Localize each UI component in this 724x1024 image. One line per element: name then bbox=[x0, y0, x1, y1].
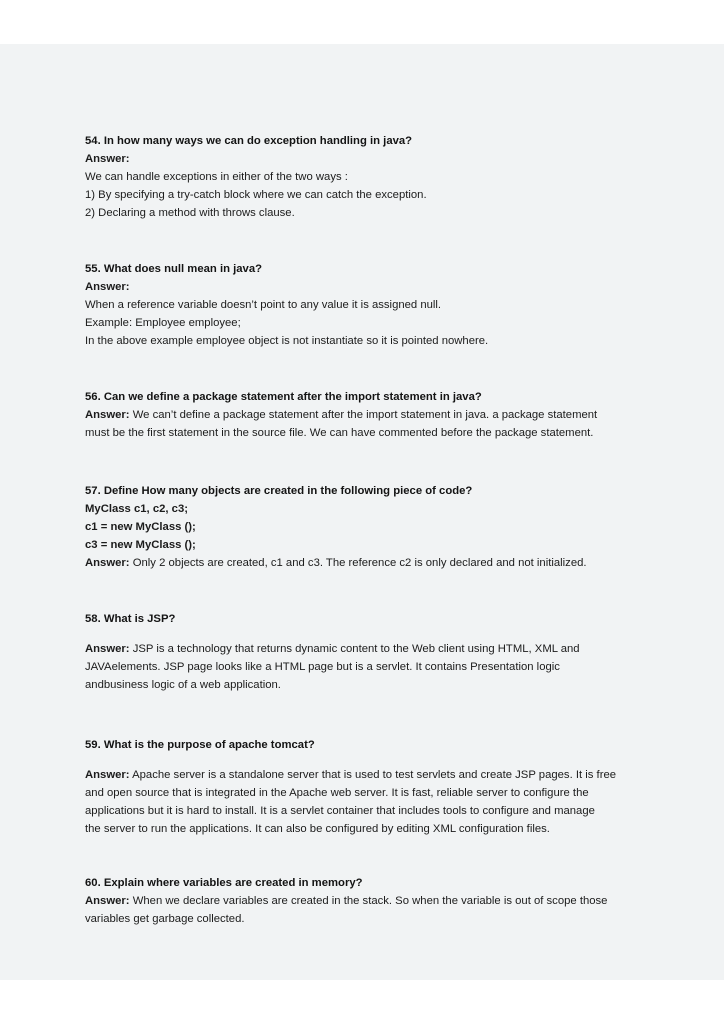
question-heading: 56. Can we define a package statement after the import statement in java? bbox=[85, 391, 482, 403]
answer-line: must be the first statement in the source file. We can have commented before the package statement. bbox=[85, 427, 594, 439]
answer-line bbox=[85, 766, 645, 784]
answer-text: When we declare variables are created in the stack. So when the variable is out of scope those bbox=[129, 895, 608, 907]
question-block-56 bbox=[85, 388, 645, 442]
question-heading: 54. In how many ways we can do exception handling in java? bbox=[85, 135, 413, 147]
code-line: MyClass c1, c2, c3; bbox=[85, 503, 188, 515]
answer-label: Answer: bbox=[85, 643, 130, 655]
answer-line: Example: Employee employee; bbox=[85, 317, 241, 329]
answer-line: 2) Declaring a method with throws clause. bbox=[85, 207, 295, 219]
document-page bbox=[0, 44, 724, 980]
code-line: c3 = new MyClass (); bbox=[85, 539, 196, 551]
answer-line: JAVAelements. JSP page looks like a HTML page but is a servlet. It contains Presentation logic bbox=[85, 661, 560, 673]
answer-text: JSP is a technology that returns dynamic content to the Web client using HTML, XML and bbox=[129, 643, 580, 655]
answer-line: applications but it is hard to install. It is a servlet container that includes tools to configure and manage bbox=[85, 805, 595, 817]
answer-label: Answer: bbox=[85, 281, 130, 293]
answer-label: Answer: bbox=[85, 769, 130, 781]
question-heading: 59. What is the purpose of apache tomcat? bbox=[85, 739, 315, 751]
answer-label: Answer: bbox=[85, 895, 130, 907]
answer-line: 1) By specifying a try-catch block where we can catch the exception. bbox=[85, 189, 427, 201]
question-block-55 bbox=[85, 260, 645, 350]
code-line: c1 = new MyClass (); bbox=[85, 521, 196, 533]
answer-line bbox=[85, 406, 645, 424]
answer-line: and open source that is integrated in the Apache web server. It is fast, reliable server to configure the bbox=[85, 787, 589, 799]
answer-line: When a reference variable doesn’t point to any value it is assigned null. bbox=[85, 299, 442, 311]
question-block-57 bbox=[85, 482, 645, 572]
answer-line: In the above example employee object is not instantiate so it is pointed nowhere. bbox=[85, 335, 489, 347]
answer-label: Answer: bbox=[85, 153, 130, 165]
question-heading: 57. Define How many objects are created in the following piece of code? bbox=[85, 485, 473, 497]
answer-line bbox=[85, 640, 645, 658]
answer-label: Answer: bbox=[85, 409, 130, 421]
answer-line bbox=[85, 892, 645, 910]
answer-line: variables get garbage collected. bbox=[85, 913, 245, 925]
question-block-54 bbox=[85, 132, 645, 222]
answer-text: We can’t define a package statement after the import statement in java. a package statement bbox=[129, 409, 598, 421]
question-heading: 55. What does null mean in java? bbox=[85, 263, 263, 275]
question-block-60 bbox=[85, 874, 645, 928]
question-heading: 58. What is JSP? bbox=[85, 613, 176, 625]
answer-line: andbusiness logic of a web application. bbox=[85, 679, 281, 691]
answer-line: We can handle exceptions in either of the two ways : bbox=[85, 171, 348, 183]
answer-text: Apache server is a standalone server that is used to test servlets and create JSP pages. It is free bbox=[129, 769, 617, 781]
answer-label: Answer: bbox=[85, 557, 130, 569]
question-block-59 bbox=[85, 736, 645, 838]
question-block-58 bbox=[85, 610, 645, 694]
answer-line: the server to run the applications. It can also be configured by editing XML configuration files. bbox=[85, 823, 550, 835]
document-content bbox=[85, 132, 645, 928]
question-heading: 60. Explain where variables are created in memory? bbox=[85, 877, 363, 889]
answer-line bbox=[85, 554, 645, 572]
answer-text: Only 2 objects are created, c1 and c3. The reference c2 is only declared and not initialized. bbox=[129, 557, 587, 569]
